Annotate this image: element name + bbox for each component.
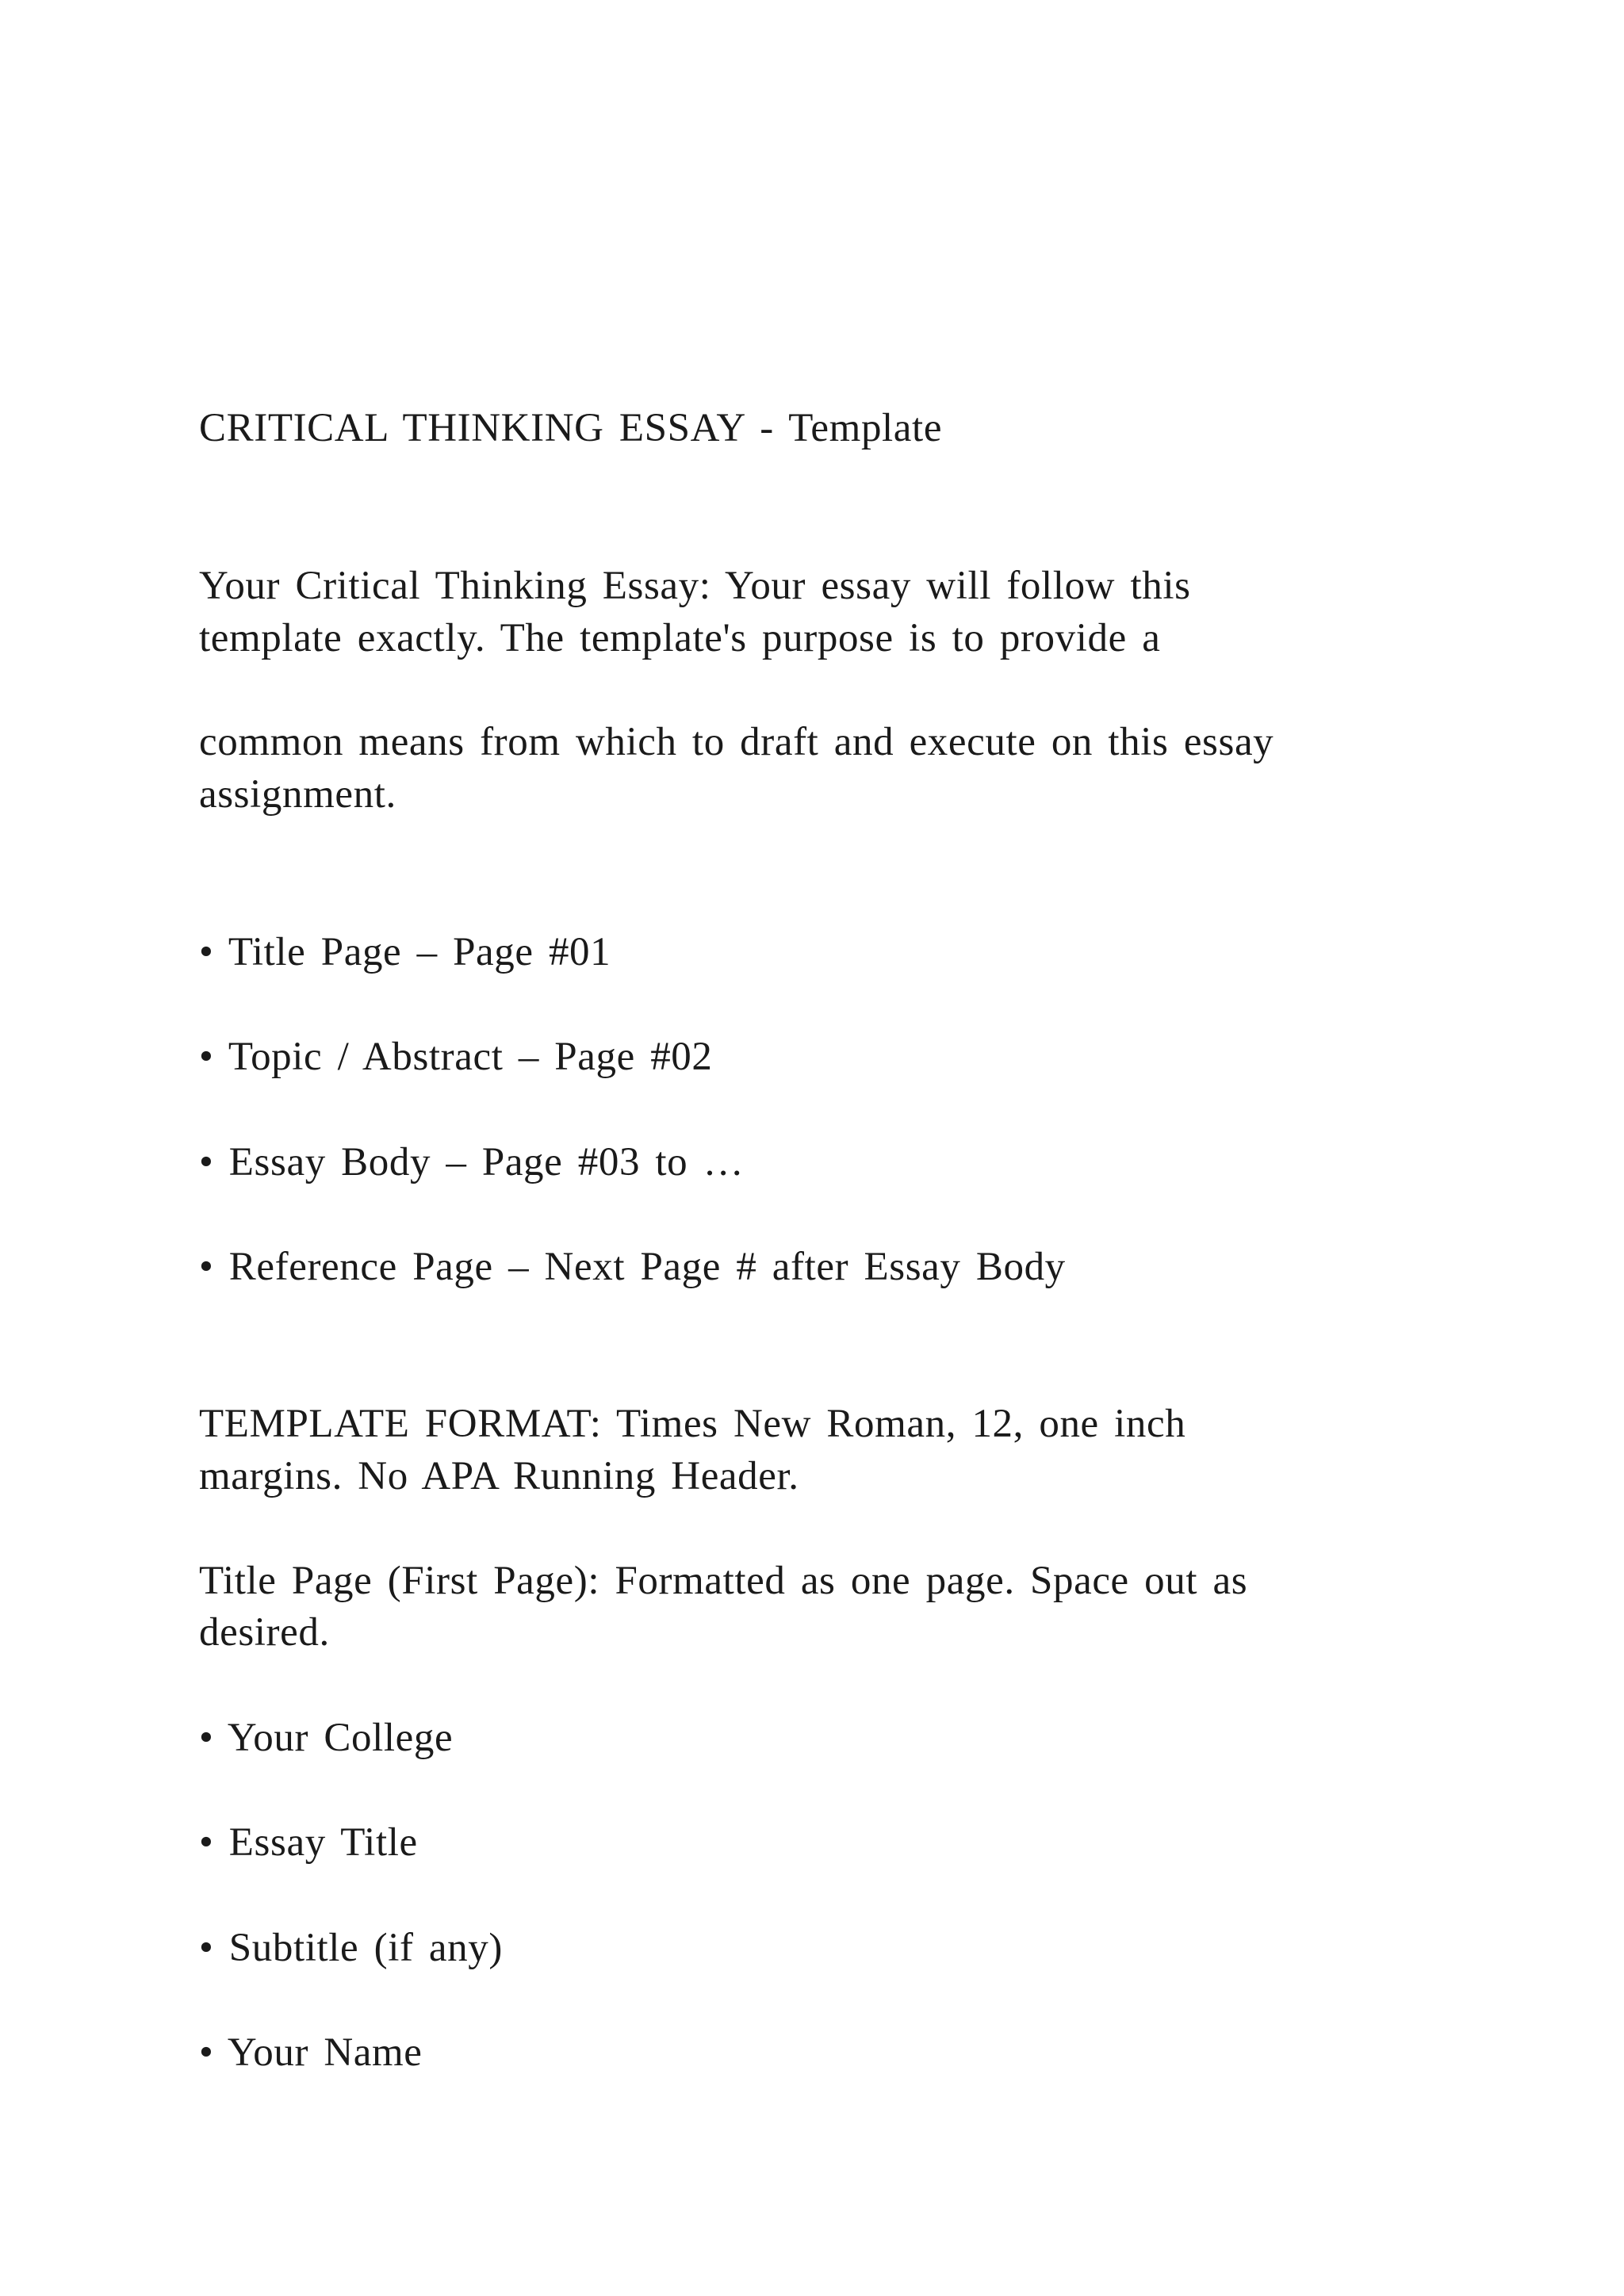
intro-line-4: assignment. — [199, 772, 396, 817]
document-title: CRITICAL THINKING ESSAY - Template — [199, 406, 943, 450]
intro-line-1: Your Critical Thinking Essay: Your essay will follow this — [199, 564, 1191, 608]
format-line-1: TEMPLATE FORMAT: Times New Roman, 12, one inch — [199, 1402, 1186, 1446]
list-item-reference-page: • Reference Page – Next Page # after Essay Body — [199, 1245, 1066, 1289]
title-page-line-1: Title Page (First Page): Formatted as one page. Space out as — [199, 1559, 1248, 1603]
list-item-title-page: • Title Page – Page #01 — [199, 930, 611, 974]
format-line-2: margins. No APA Running Header. — [199, 1454, 799, 1498]
list-item-essay-body: • Essay Body – Page #03 to … — [199, 1140, 745, 1184]
intro-line-2: template exactly. The template's purpose is to provide a — [199, 616, 1161, 660]
list-item-essay-title: • Essay Title — [199, 1820, 418, 1865]
list-item-your-name: • Your Name — [199, 2030, 423, 2075]
intro-line-3: common means from which to draft and execute on this essay — [199, 720, 1274, 764]
list-item-your-college: • Your College — [199, 1716, 454, 1760]
list-item-subtitle: • Subtitle (if any) — [199, 1926, 503, 1970]
list-item-topic-abstract: • Topic / Abstract – Page #02 — [199, 1035, 713, 1079]
title-page-line-2: desired. — [199, 1610, 330, 1655]
